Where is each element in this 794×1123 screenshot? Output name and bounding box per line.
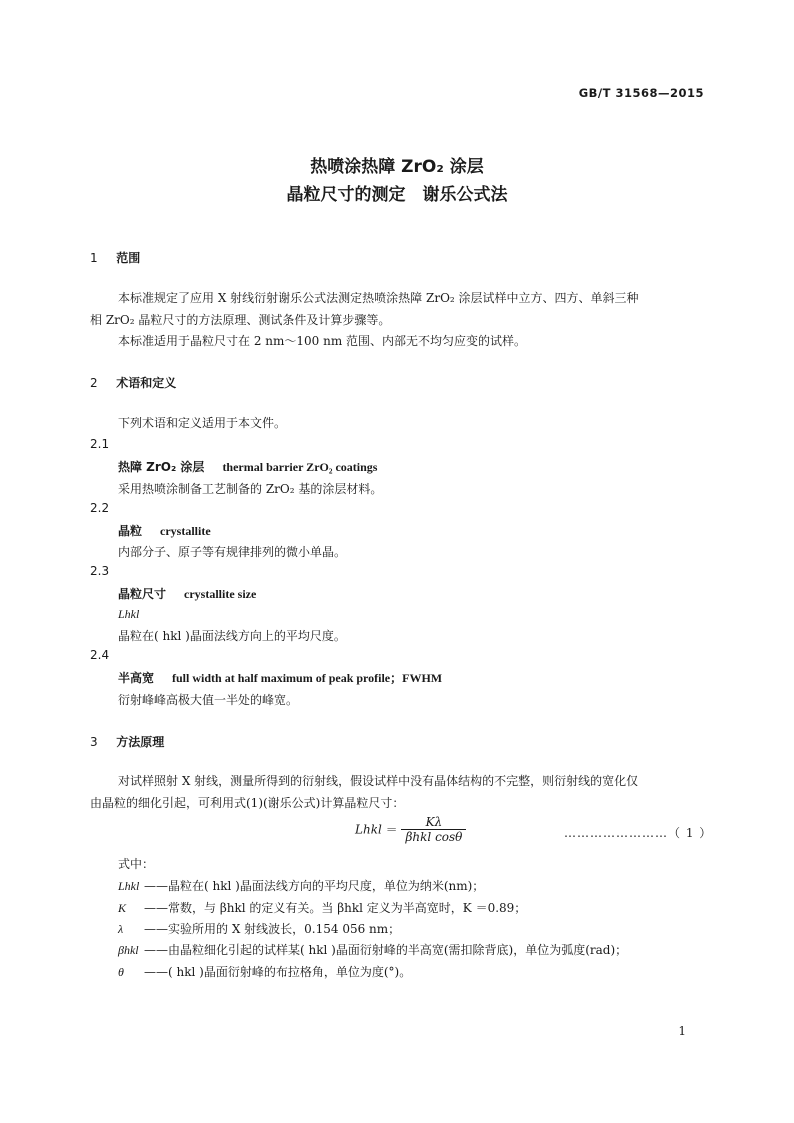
section-title: 方法原理 [116,735,165,749]
where-label: 式中： [118,857,155,871]
term-heading [118,669,442,686]
term-definition: 衍射峰峰高极大值一半处的峰宽。 [118,693,299,707]
formula-numerator: Kλ [401,815,466,830]
terms-intro: 下列术语和定义适用于本文件。 [118,416,287,430]
formula-fraction [401,815,466,844]
scope-paragraph-line2: 相 ZrO₂ 晶粒尺寸的方法原理、测试条件及计算步骤等。 [90,313,391,327]
term-number: 2.4 [90,648,110,662]
term-chinese: 晶粒尺寸 [118,587,167,601]
page-number: 1 [678,1024,686,1038]
variable-description: ——( hkl )晶面衍射峰的布拉格角，单位为度(°)。 [144,965,412,979]
section-number: 1 [90,251,98,265]
formula-lhs: Lhkl [355,822,382,837]
document-title-line1: 热喷涂热障 ZrO₂ 涂层 [310,157,484,177]
scherrer-formula: Lhkl ＝ $\frac{K\lambda}{\text{βhkl cosθ}}$ [355,815,466,844]
variable-definition [118,941,627,958]
variable-symbol: θ [118,965,124,979]
variable-symbol: K [118,901,127,915]
variable-description: ——晶粒在( hkl )晶面法线方向的平均尺度，单位为纳米(nm)； [144,879,485,893]
standard-number: GB/T 31568—2015 [578,86,704,100]
term-number: 2.3 [90,564,110,578]
section-heading-terms [90,374,176,391]
variable-symbol: βhkl [118,943,139,957]
principle-paragraph-line1: 对试样照射 X 射线，测量所得到的衍射线，假设试样中没有晶体结构的不完整，则衍射线的宽化仅 [118,774,639,788]
term-number: 2.2 [90,501,110,515]
term-english: thermal barrier ZrO₂ coatings [222,460,378,474]
term-heading [118,585,256,602]
document-title-line2: 晶粒尺寸的测定 谢乐公式法 [286,185,508,205]
section-heading-scope [90,249,140,266]
variable-description: ——实验所用的 X 射线波长，0.154 056 nm； [144,922,401,936]
variable-description: ——由晶粒细化引起的试样某( hkl )晶面衍射峰的半高宽(需扣除背底)，单位为弧度(rad)； [144,943,628,957]
term-symbol: Lhkl [118,607,140,621]
principle-paragraph-line2: 由晶粒的细化引起，可利用式(1)(谢乐公式)计算晶粒尺寸： [90,796,405,810]
equation-number: ……………………（ 1 ） [564,826,713,840]
variable-definition [118,920,400,937]
term-definition: 晶粒在( hkl )晶面法线方向上的平均尺度。 [118,629,346,643]
section-number: 3 [90,735,98,749]
term-heading [118,458,377,475]
term-chinese: 半高宽 [118,671,155,685]
variable-definition [118,899,526,916]
scope-paragraph-line1: 本标准规定了应用 X 射线衍射谢乐公式法测定热喷涂热障 ZrO₂ 涂层试样中立方、四方、单斜三种 [118,291,639,305]
term-chinese: 热障 ZrO₂ 涂层 [118,460,205,474]
term-chinese: 晶粒 [118,524,143,538]
variable-definition [118,877,484,894]
scope-paragraph-2: 本标准适用于晶粒尺寸在 2 nm～100 nm 范围、内部无不均匀应变的试样。 [118,334,527,348]
term-english: crystallite [160,524,211,538]
term-definition: 内部分子、原子等有规律排列的微小单晶。 [118,545,347,559]
term-english: crystallite size [184,587,257,601]
term-heading [118,522,211,539]
variable-description: ——常数，与 βhkl 的定义有关。当 βhkl 定义为半高宽时，K ＝0.89； [144,901,527,915]
term-english: full width at half maximum of peak profile；FWHM [172,671,443,685]
variable-definition [118,963,411,980]
term-definition: 采用热喷涂制备工艺制备的 ZrO₂ 基的涂层材料。 [118,482,383,496]
section-heading-principle [90,733,164,750]
term-number: 2.1 [90,437,110,451]
section-title: 术语和定义 [116,376,177,390]
section-title: 范围 [116,251,141,265]
section-number: 2 [90,376,98,390]
variable-symbol: λ [118,922,124,936]
variable-symbol: Lhkl [118,879,140,893]
formula-denominator: βhkl cosθ [405,830,463,844]
